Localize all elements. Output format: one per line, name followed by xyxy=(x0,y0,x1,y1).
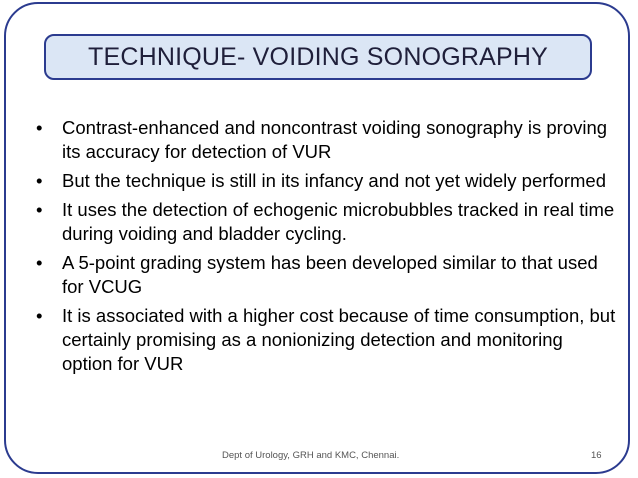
bullet-text: It is associated with a higher cost because of time consumption, but certainly promising as a nonionizing detection and monitoring option for VUR xyxy=(62,305,616,374)
bullet-marker: • xyxy=(36,117,43,138)
bullet-item xyxy=(34,198,616,246)
title-box xyxy=(44,34,592,80)
bullet-item xyxy=(34,304,616,376)
bullet-text: But the technique is still in its infancy and not yet widely performed xyxy=(62,170,606,191)
bullet-item xyxy=(34,251,616,299)
bullet-text: It uses the detection of echogenic microbubbles tracked in real time during voiding and bladder cycling. xyxy=(62,199,615,244)
bullet-marker: • xyxy=(36,199,43,220)
bullet-marker: • xyxy=(36,305,43,326)
bullet-item xyxy=(34,169,616,193)
page-number: 16 xyxy=(591,450,602,461)
bullet-marker: • xyxy=(36,170,43,191)
slide-title: TECHNIQUE- VOIDING SONOGRAPHY xyxy=(87,42,548,71)
footer-text: Dept of Urology, GRH and KMC, Chennai. xyxy=(222,450,400,461)
bullet-item xyxy=(34,116,616,164)
bullet-text: Contrast-enhanced and noncontrast voiding sonography is proving its accuracy for detection of VUR xyxy=(62,117,608,162)
bullet-list xyxy=(34,116,616,381)
bullet-marker: • xyxy=(36,252,43,273)
bullet-text: A 5-point grading system has been developed similar to that used for VCUG xyxy=(62,252,598,297)
